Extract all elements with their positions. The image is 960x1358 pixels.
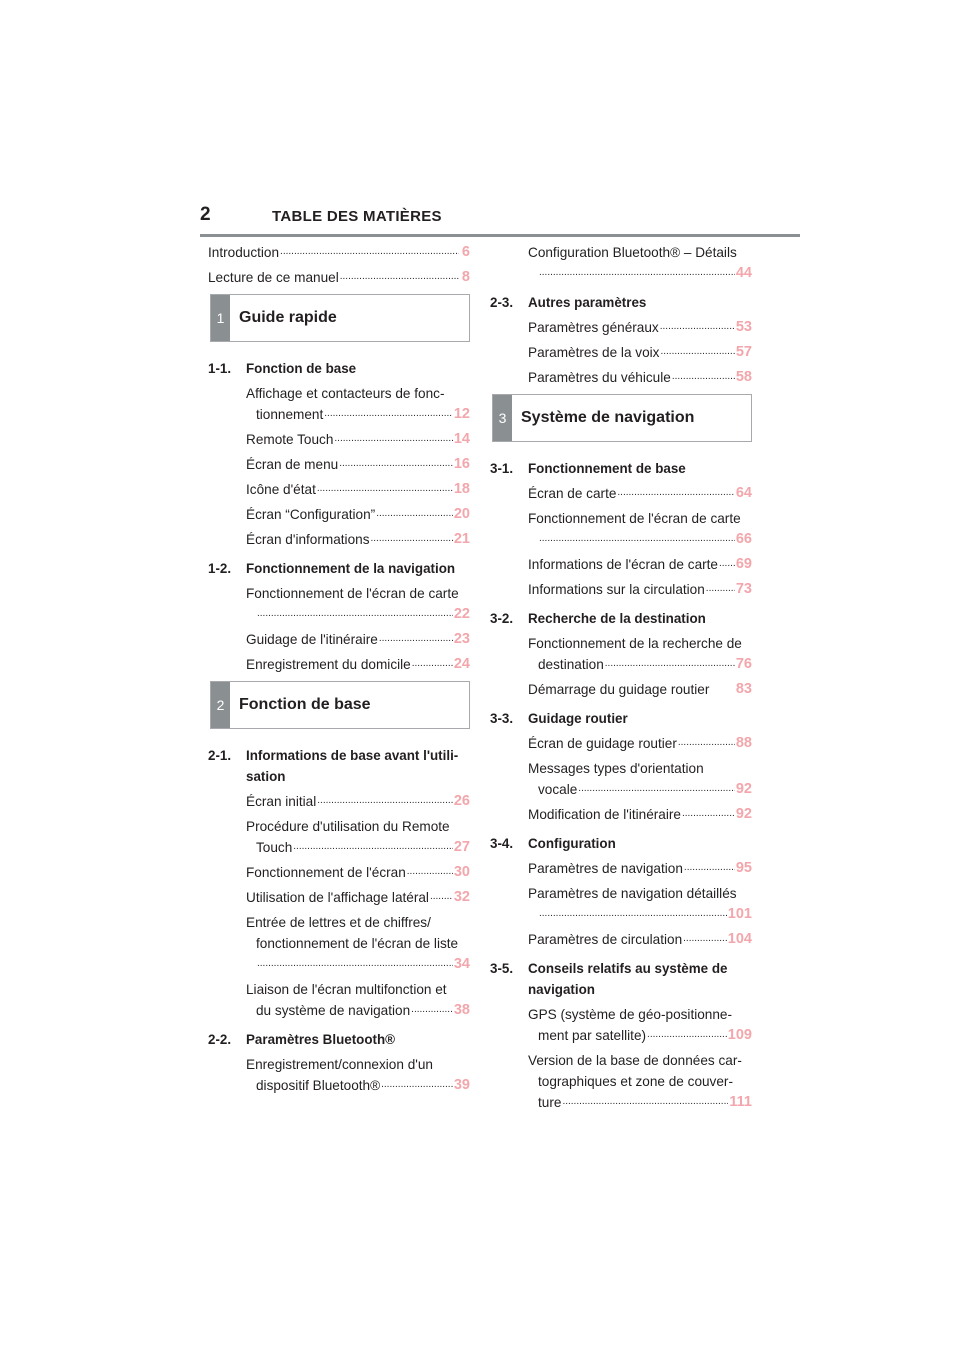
toc-entry[interactable]: Configuration Bluetooth® – Détails ..... 44 bbox=[490, 242, 752, 284]
chapter-2-box[interactable] bbox=[210, 681, 470, 729]
toc-entry[interactable]: Paramètres du véhicule ..... 58 bbox=[490, 367, 752, 388]
toc-entry[interactable]: Paramètres de circulation ..... 104 bbox=[490, 929, 752, 950]
page-link[interactable]: 57 bbox=[735, 344, 752, 360]
toc-entry[interactable]: Écran de carte ..... 64 bbox=[490, 483, 752, 504]
page-link[interactable]: 23 bbox=[453, 631, 470, 647]
page-link[interactable]: 20 bbox=[453, 506, 470, 522]
toc-entry[interactable]: Procédure d'utilisation du Remote Touch ..... 27 bbox=[208, 816, 470, 858]
toc-entry[interactable]: Guidage de l'itinéraire ..... 23 bbox=[208, 629, 470, 650]
page-link[interactable]: 109 bbox=[727, 1027, 752, 1043]
toc-entry[interactable]: Affichage et contacteurs de fonc- tionnement ..... 12 bbox=[208, 383, 470, 425]
toc-left-column bbox=[208, 242, 470, 1100]
toc-entry[interactable]: Icône d'état ..... 18 bbox=[208, 479, 470, 500]
page-link[interactable]: 101 bbox=[727, 906, 752, 922]
page-link[interactable]: 73 bbox=[735, 581, 752, 597]
header-rule bbox=[200, 234, 800, 237]
toc-entry[interactable]: Fonctionnement de l'écran de carte ..... 22 bbox=[208, 583, 470, 625]
page-link[interactable]: 44 bbox=[735, 265, 752, 281]
toc-entry[interactable]: Fonctionnement de la recherche de destination ..... 76 bbox=[490, 633, 752, 675]
section-heading: 3-4. Configuration bbox=[490, 836, 616, 851]
page-link[interactable]: 83 bbox=[735, 681, 752, 697]
page-link[interactable]: 18 bbox=[453, 481, 470, 497]
toc-entry[interactable]: Écran de guidage routier ..... 88 bbox=[490, 733, 752, 754]
page-link[interactable]: 92 bbox=[735, 781, 752, 797]
chapter-tab: 2 bbox=[211, 682, 230, 728]
page-link[interactable]: 16 bbox=[453, 456, 470, 472]
toc-entry[interactable]: Enregistrement/connexion d'un dispositif Bluetooth® ..... 39 bbox=[208, 1054, 470, 1096]
section-heading: 3-2. Recherche de la destination bbox=[490, 611, 706, 626]
toc-entry[interactable]: Démarrage du guidage routier 83 bbox=[490, 679, 752, 700]
toc-entry[interactable]: Informations sur la circulation ..... 73 bbox=[490, 579, 752, 600]
page-link[interactable]: 34 bbox=[453, 956, 470, 972]
page-link[interactable]: 12 bbox=[453, 406, 470, 422]
toc-entry[interactable]: Paramètres de navigation ..... 95 bbox=[490, 858, 752, 879]
chapter-3-box[interactable] bbox=[492, 394, 752, 442]
toc-entry[interactable]: Modification de l'itinéraire ..... 92 bbox=[490, 804, 752, 825]
toc-entry[interactable]: Version de la base de données car- tographiques et zone de couver- ture ..... 111 bbox=[490, 1050, 752, 1113]
toc-entry-lecture[interactable]: Lecture de ce manuel ..... 8 bbox=[208, 267, 470, 288]
section-heading: 1-2. Fonctionnement de la navigation bbox=[208, 561, 456, 576]
chapter-tab: 3 bbox=[493, 395, 512, 441]
chapter-title: Système de navigation bbox=[521, 409, 695, 426]
page-link[interactable]: 53 bbox=[735, 319, 752, 335]
page-link[interactable]: 32 bbox=[453, 889, 470, 905]
toc-entry[interactable]: Fonctionnement de l'écran ..... 30 bbox=[208, 862, 470, 883]
page-link[interactable]: 95 bbox=[735, 860, 752, 876]
page-link[interactable]: 64 bbox=[735, 485, 752, 501]
section-heading: 1-1. Fonction de base bbox=[208, 361, 357, 376]
section-heading: 2-1. Informations de base avant l'utili- sation bbox=[208, 748, 459, 784]
toc-entry[interactable]: Remote Touch ..... 14 bbox=[208, 429, 470, 450]
page-link[interactable]: 88 bbox=[735, 735, 752, 751]
page-title: TABLE DES MATIÈRES bbox=[272, 208, 442, 225]
toc-entry[interactable]: Écran initial ..... 26 bbox=[208, 791, 470, 812]
page-link[interactable]: 92 bbox=[735, 806, 752, 822]
section-heading: 2-2. Paramètres Bluetooth® bbox=[208, 1032, 396, 1047]
toc-entry-introduction[interactable]: Introduction ..... 6 bbox=[208, 242, 470, 263]
page-link[interactable]: 66 bbox=[735, 531, 752, 547]
chapter-tab: 1 bbox=[211, 295, 230, 341]
page-number: 2 bbox=[200, 204, 211, 225]
toc-entry[interactable]: Utilisation de l'affichage latéral ..... 32 bbox=[208, 887, 470, 908]
chapter-1-box[interactable] bbox=[210, 294, 470, 342]
section-heading: 3-1. Fonctionnement de base bbox=[490, 461, 686, 476]
chapter-title: Guide rapide bbox=[239, 309, 337, 326]
toc-entry[interactable]: Liaison de l'écran multifonction et du système de navigation ..... 38 bbox=[208, 979, 470, 1021]
toc-entry[interactable]: Paramètres de la voix ..... 57 bbox=[490, 342, 752, 363]
toc-entry[interactable]: Enregistrement du domicile ..... 24 bbox=[208, 654, 470, 675]
toc-entry[interactable]: Paramètres généraux ..... 53 bbox=[490, 317, 752, 338]
section-heading: 2-3. Autres paramètres bbox=[490, 295, 647, 310]
page-link[interactable]: 30 bbox=[453, 864, 470, 880]
toc-entry[interactable]: Écran d'informations ..... 21 bbox=[208, 529, 470, 550]
page-link[interactable]: 8 bbox=[461, 269, 470, 285]
section-heading: 3-5. Conseils relatifs au système de navigation bbox=[490, 961, 728, 997]
page-link[interactable]: 38 bbox=[453, 1002, 470, 1018]
toc-entry[interactable]: Écran “Configuration” ..... 20 bbox=[208, 504, 470, 525]
page-link[interactable]: 76 bbox=[735, 656, 752, 672]
toc-entry[interactable]: Paramètres de navigation détaillés ..... 101 bbox=[490, 883, 752, 925]
toc-entry[interactable]: Entrée de lettres et de chiffres/ fonctionnement de l'écran de liste ..... 34 bbox=[208, 912, 470, 975]
toc-entry[interactable]: Fonctionnement de l'écran de carte ..... 66 bbox=[490, 508, 752, 550]
toc-entry[interactable]: Informations de l'écran de carte ..... 69 bbox=[490, 554, 752, 575]
page-link[interactable]: 39 bbox=[453, 1077, 470, 1093]
page-header bbox=[200, 204, 800, 236]
page-link[interactable]: 58 bbox=[735, 369, 752, 385]
page-link[interactable]: 69 bbox=[735, 556, 752, 572]
page-link[interactable]: 24 bbox=[453, 656, 470, 672]
toc-entry[interactable]: GPS (système de géo-positionne- ment par satellite) ..... 109 bbox=[490, 1004, 752, 1046]
toc-right-column bbox=[490, 242, 752, 1117]
toc-entry[interactable]: Écran de menu ..... 16 bbox=[208, 454, 470, 475]
chapter-title: Fonction de base bbox=[239, 696, 371, 713]
page-link[interactable]: 27 bbox=[453, 839, 470, 855]
page-link[interactable]: 14 bbox=[453, 431, 470, 447]
page-link[interactable]: 104 bbox=[727, 931, 752, 947]
page-link[interactable]: 26 bbox=[453, 793, 470, 809]
section-heading: 3-3. Guidage routier bbox=[490, 711, 628, 726]
toc-entry[interactable]: Messages types d'orientation vocale ..... 92 bbox=[490, 758, 752, 800]
page-link[interactable]: 6 bbox=[461, 244, 470, 260]
page-link[interactable]: 22 bbox=[453, 606, 470, 622]
page-link[interactable]: 21 bbox=[453, 531, 470, 547]
page-link[interactable]: 111 bbox=[729, 1094, 752, 1110]
